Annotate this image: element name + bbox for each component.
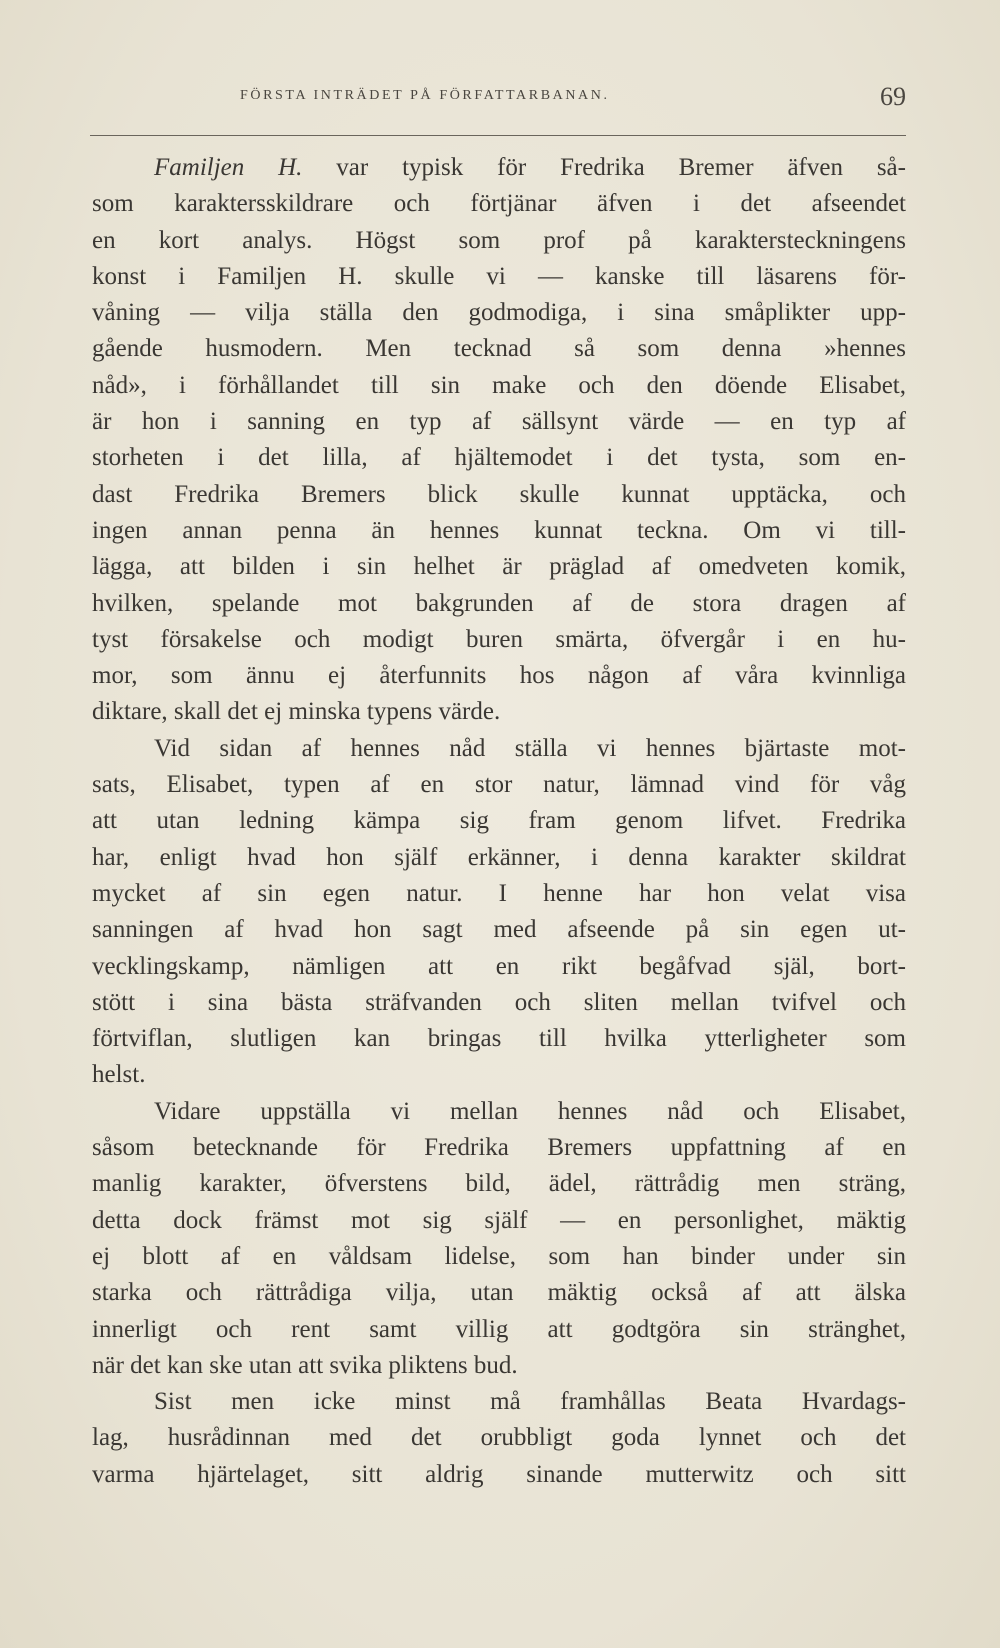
text-line — [92, 368, 906, 404]
line-text: Vid sidan af hennes nåd ställa vi hennes bjärtaste mot- — [154, 734, 906, 762]
line-text: tyst försakelse och modigt buren smärta, öfvergår i en hu- — [92, 625, 906, 653]
line-text: varma hjärtelaget, sitt aldrig sinande mutterwitz och sitt — [92, 1460, 906, 1488]
line-text: innerligt och rent samt villig att godtgöra sin stränghet, — [92, 1315, 906, 1343]
text-line — [92, 803, 906, 839]
text-line — [92, 150, 906, 186]
line-text: ej blott af en våldsam lidelse, som han binder under sin — [92, 1242, 906, 1270]
text-line — [92, 1457, 906, 1493]
line-text: stött i sina bästa sträfvanden och sliten mellan tvifvel och — [92, 988, 906, 1016]
line-text: dast Fredrika Bremers blick skulle kunnat upptäcka, och — [92, 480, 906, 508]
line-text: har, enligt hvad hon själf erkänner, i denna karakter skildrat — [92, 843, 906, 871]
running-head: FÖRSTA INTRÄDET PÅ FÖRFATTARBANAN. — [240, 88, 610, 103]
line-text: manlig karakter, öfverstens bild, ädel, rättrådig men sträng, — [92, 1170, 906, 1198]
paragraph — [92, 150, 906, 731]
text-line — [92, 513, 906, 549]
line-text: en kort analys. Högst som prof på karaktersteckningens — [92, 226, 906, 254]
text-line — [92, 1166, 906, 1202]
text-line — [92, 331, 906, 367]
paragraph — [92, 1384, 906, 1493]
text-line — [92, 295, 906, 331]
header-rule — [90, 135, 906, 136]
text-line — [92, 622, 906, 658]
line-text: gående husmodern. Men tecknad så som denna »hennes — [92, 335, 906, 363]
text-line — [92, 1057, 906, 1093]
line-text: Sist men icke minst må framhållas Beata Hvardags- — [154, 1388, 906, 1416]
line-text: när det kan ske utan att svika pliktens bud. — [92, 1351, 518, 1379]
text-line — [92, 1239, 906, 1275]
line-text: som karaktersskildrare och förtjänar äfven i det afseendet — [92, 190, 906, 218]
line-text: Vidare uppställa vi mellan hennes nåd och Elisabet, — [154, 1097, 906, 1125]
text-line — [92, 1348, 906, 1384]
text-line — [92, 1420, 906, 1456]
line-text: mycket af sin egen natur. I henne har hon velat visa — [92, 879, 906, 907]
line-text: lägga, att bilden i sin helhet är präglad af omedveten komik, — [92, 553, 906, 581]
text-line — [92, 985, 906, 1021]
text-line — [92, 586, 906, 622]
line-text: sats, Elisabet, typen af en stor natur, lämnad vind för våg — [92, 771, 906, 799]
italic-title: Familjen H. — [154, 154, 303, 181]
text-line — [92, 1384, 906, 1420]
text-line — [92, 1203, 906, 1239]
paragraph — [92, 731, 906, 1094]
line-text: våning — vilja ställa den godmodiga, i sina småplikter upp- — [92, 299, 906, 327]
text-line — [92, 876, 906, 912]
page-header — [90, 82, 906, 112]
text-line — [92, 1275, 906, 1311]
line-text: att utan ledning kämpa sig fram genom lifvet. Fredrika — [92, 807, 906, 835]
text-line — [92, 731, 906, 767]
line-text: starka och rättrådiga vilja, utan mäktig också af att älska — [92, 1279, 906, 1307]
line-text: nåd», i förhållandet till sin make och den döende Elisabet, — [92, 371, 906, 399]
text-line — [92, 186, 906, 222]
text-line — [92, 1094, 906, 1130]
text-line — [92, 694, 906, 730]
text-line — [92, 658, 906, 694]
text-line — [92, 477, 906, 513]
line-text: storheten i det lilla, af hjältemodet i det tysta, som en- — [92, 444, 906, 472]
line-text: var typisk för Fredrika Bremer äfven så- — [302, 154, 906, 181]
line-text: detta dock främst mot sig själf — en personlighet, mäktig — [92, 1206, 906, 1234]
line-text: helst. — [92, 1061, 146, 1089]
text-line — [92, 1021, 906, 1057]
text-line — [92, 549, 906, 585]
text-line — [92, 840, 906, 876]
text-line — [92, 259, 906, 295]
line-text: hvilken, spelande mot bakgrunden af de stora dragen af — [92, 589, 906, 617]
page-number: 69 — [880, 82, 906, 111]
text-line — [92, 1312, 906, 1348]
line-text: lag, husrådinnan med det orubbligt goda lynnet och det — [92, 1424, 906, 1452]
text-line — [92, 440, 906, 476]
line-text: ingen annan penna än hennes kunnat teckna. Om vi till- — [92, 516, 906, 544]
text-line — [92, 767, 906, 803]
text-line — [92, 223, 906, 259]
line-text: diktare, skall det ej minska typens värde. — [92, 698, 501, 726]
line-text: mor, som ännu ej återfunnits hos någon af våra kvinnliga — [92, 662, 906, 690]
line-text: såsom betecknande för Fredrika Bremers uppfattning af en — [92, 1134, 906, 1162]
line-text: sanningen af hvad hon sagt med afseende på sin egen ut- — [92, 916, 906, 944]
text-line — [92, 912, 906, 948]
text-line — [92, 404, 906, 440]
line-text: är hon i sanning en typ af sällsynt värde — en typ af — [92, 408, 906, 436]
line-text: vecklingskamp, nämligen att en rikt begåfvad själ, bort- — [92, 952, 906, 980]
line-text: förtviflan, slutligen kan bringas till hvilka ytterligheter som — [92, 1025, 906, 1053]
paragraph — [92, 1094, 906, 1384]
body-text — [92, 150, 906, 1493]
text-line — [92, 949, 906, 985]
line-text: konst i Familjen H. skulle vi — kanske till läsarens för- — [92, 262, 906, 290]
text-line — [92, 1130, 906, 1166]
